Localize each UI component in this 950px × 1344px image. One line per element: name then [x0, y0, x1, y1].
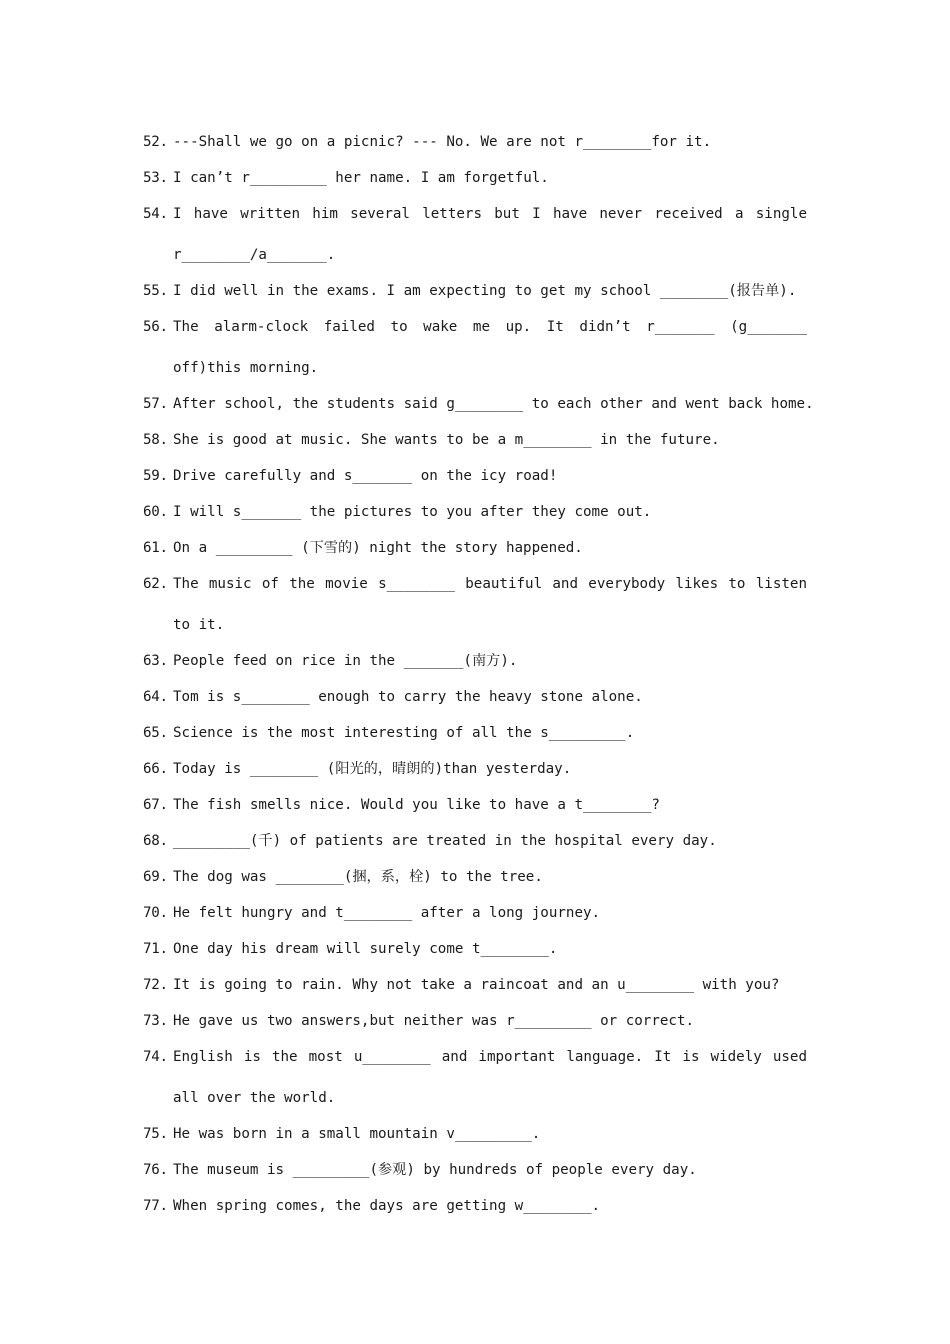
question-text: She is good at music. She wants to be a m________ in the future. [173, 432, 720, 448]
question-number: 76. [143, 1162, 168, 1178]
question-number: 58. [143, 432, 168, 448]
question-text: When spring comes, the days are getting w________. [173, 1198, 601, 1214]
question-text: Science is the most interesting of all the s_________. [173, 725, 635, 741]
question-item [143, 1114, 807, 1155]
question-text: He was born in a small mountain v_________. [173, 1126, 541, 1142]
question-item [143, 307, 807, 389]
question-number: 62. [143, 576, 168, 592]
question-item [143, 749, 807, 790]
question-item [143, 785, 807, 826]
question-number: 57. [143, 396, 168, 412]
question-number: 60. [143, 504, 168, 520]
question-number: 53. [143, 170, 168, 186]
question-item [143, 528, 807, 569]
question-number: 70. [143, 905, 168, 921]
question-item [143, 641, 807, 682]
question-item [143, 857, 807, 898]
question-text: The dog was ________(捆，系，栓) to the tree. [173, 869, 543, 885]
question-text: The music of the movie s________ beautiful and everybody likes to listen to it. [173, 576, 807, 633]
question-item [143, 1186, 807, 1227]
question-text: After school, the students said g________ to each other and went back home. [173, 396, 814, 412]
question-number: 68. [143, 833, 168, 849]
question-item [143, 420, 807, 461]
question-text: _________(千) of patients are treated in the hospital every day. [173, 833, 717, 849]
question-item [143, 194, 807, 276]
question-text: I will s_______ the pictures to you after they come out. [173, 504, 652, 520]
question-item [143, 158, 807, 199]
question-number: 61. [143, 540, 168, 556]
fill-in-blank-exercise-list [143, 122, 814, 1222]
question-text: He felt hungry and t________ after a long journey. [173, 905, 601, 921]
question-number: 75. [143, 1126, 168, 1142]
question-text: Drive carefully and s_______ on the icy road! [173, 468, 558, 484]
question-item [143, 1037, 807, 1119]
question-item [143, 564, 807, 646]
question-text: ---Shall we go on a picnic? --- No. We are not r________for it. [173, 134, 712, 150]
question-text: He gave us two answers,but neither was r_________ or correct. [173, 1013, 695, 1029]
question-number: 55. [143, 283, 168, 299]
question-number: 77. [143, 1198, 168, 1214]
question-number: 69. [143, 869, 168, 885]
question-item [143, 1001, 807, 1042]
question-item [143, 893, 807, 934]
question-number: 66. [143, 761, 168, 777]
question-text: I have written him several letters but I have never received a single r________/a_______. [173, 206, 807, 263]
question-number: 72. [143, 977, 168, 993]
question-number: 71. [143, 941, 168, 957]
question-text: It is going to rain. Why not take a raincoat and an u________ with you? [173, 977, 780, 993]
question-number: 63. [143, 653, 168, 669]
question-item [143, 384, 814, 425]
question-number: 65. [143, 725, 168, 741]
question-item [143, 713, 807, 754]
question-text: Today is ________ (阳光的，晴朗的)than yesterday. [173, 761, 572, 777]
question-item [143, 821, 807, 862]
question-number: 67. [143, 797, 168, 813]
question-text: The museum is _________(参观) by hundreds of people every day. [173, 1162, 697, 1178]
question-text: On a _________ (下雪的) night the story happened. [173, 540, 583, 556]
question-text: People feed on rice in the _______(南方). [173, 653, 518, 669]
question-number: 52. [143, 134, 168, 150]
question-text: Tom is s________ enough to carry the heavy stone alone. [173, 689, 643, 705]
question-text: The fish smells nice. Would you like to have a t________? [173, 797, 660, 813]
question-text: I did well in the exams. I am expecting to get my school ________(报告单). [173, 283, 797, 299]
question-text: One day his dream will surely come t________. [173, 941, 558, 957]
question-number: 59. [143, 468, 168, 484]
question-text: I can’t r_________ her name. I am forgetful. [173, 170, 549, 186]
question-item [143, 677, 807, 718]
question-item [143, 929, 807, 970]
question-number: 54. [143, 206, 168, 222]
question-item [143, 122, 807, 163]
question-item [143, 456, 807, 497]
question-number: 64. [143, 689, 168, 705]
question-text: English is the most u________ and important language. It is widely used all over the world. [173, 1049, 807, 1106]
question-item [143, 1150, 807, 1191]
question-number: 73. [143, 1013, 168, 1029]
question-item [143, 965, 807, 1006]
question-item [143, 271, 807, 312]
question-number: 74. [143, 1049, 168, 1065]
question-item [143, 492, 807, 533]
question-text: The alarm-clock failed to wake me up. It didn’t r_______ (g_______ off)this morning. [173, 319, 807, 376]
question-number: 56. [143, 319, 168, 335]
